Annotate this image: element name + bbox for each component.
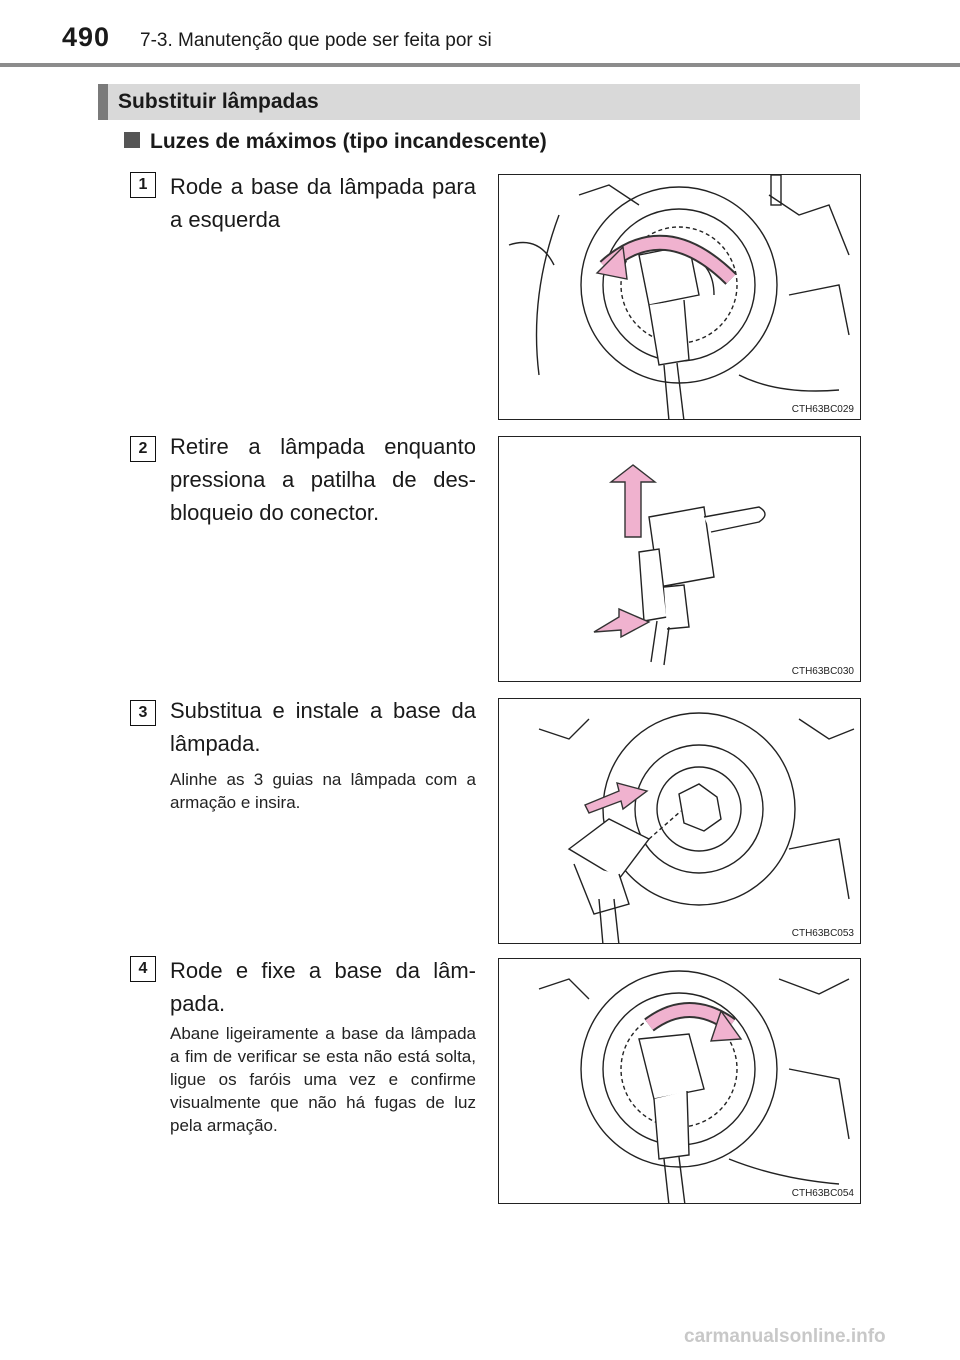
figure-step-1 bbox=[498, 174, 861, 420]
step-text-2: Retire a lâmpada enquanto pressiona a patilha de des-bloqueio do conector. bbox=[170, 434, 476, 525]
step-text-3: Substitua e instale a base da lâmpada. bbox=[170, 698, 476, 756]
illustration-rotate-bulb-base bbox=[499, 175, 861, 420]
step-note-3: Alinhe as 3 guias na lâmpada com a armação e insira. bbox=[170, 770, 476, 812]
figure-code-3: CTH63BC053 bbox=[791, 928, 854, 939]
push-arrow bbox=[594, 609, 649, 637]
figure-step-2 bbox=[498, 436, 861, 682]
illustration-remove-bulb bbox=[499, 437, 861, 682]
figure-code-1: CTH63BC029 bbox=[791, 404, 854, 415]
lift-arrow bbox=[611, 465, 655, 537]
figure-code-4: CTH63BC054 bbox=[791, 1188, 854, 1199]
watermark: carmanualsonline.info bbox=[684, 1326, 886, 1347]
subsection-title bbox=[124, 130, 547, 154]
step-note-4: Abane ligeiramente a base da lâmpada a fim de verificar se esta não está solta, ligue os faróis uma vez e confirme visualmente que não há fugas de luz pela armação. bbox=[170, 1024, 476, 1135]
step-number-4: 4 bbox=[130, 956, 156, 982]
section-banner bbox=[98, 84, 860, 120]
step-number-2: 2 bbox=[130, 436, 156, 462]
step-number-3: 3 bbox=[130, 700, 156, 726]
subsection-title-text: Luzes de máximos (tipo incandescente) bbox=[150, 130, 547, 153]
step-text-4: Rode e fixe a base da lâm-pada. bbox=[170, 958, 476, 1016]
step-number-1: 1 bbox=[130, 172, 156, 198]
figure-step-4 bbox=[498, 958, 861, 1204]
insert-arrow bbox=[585, 783, 647, 813]
step-text-1: Rode a base da lâmpada para a esquerda bbox=[170, 174, 476, 232]
illustration-install-bulb bbox=[499, 699, 861, 944]
figure-step-3 bbox=[498, 698, 861, 944]
illustration-fix-bulb-base bbox=[499, 959, 861, 1204]
section-title: Substituir lâmpadas bbox=[118, 90, 319, 113]
page-number: 490 bbox=[62, 22, 111, 52]
header-rule bbox=[0, 63, 960, 67]
figure-code-2: CTH63BC030 bbox=[791, 666, 854, 677]
running-header: 7-3. Manutenção que pode ser feita por si bbox=[140, 30, 492, 51]
square-bullet-icon bbox=[124, 132, 140, 148]
